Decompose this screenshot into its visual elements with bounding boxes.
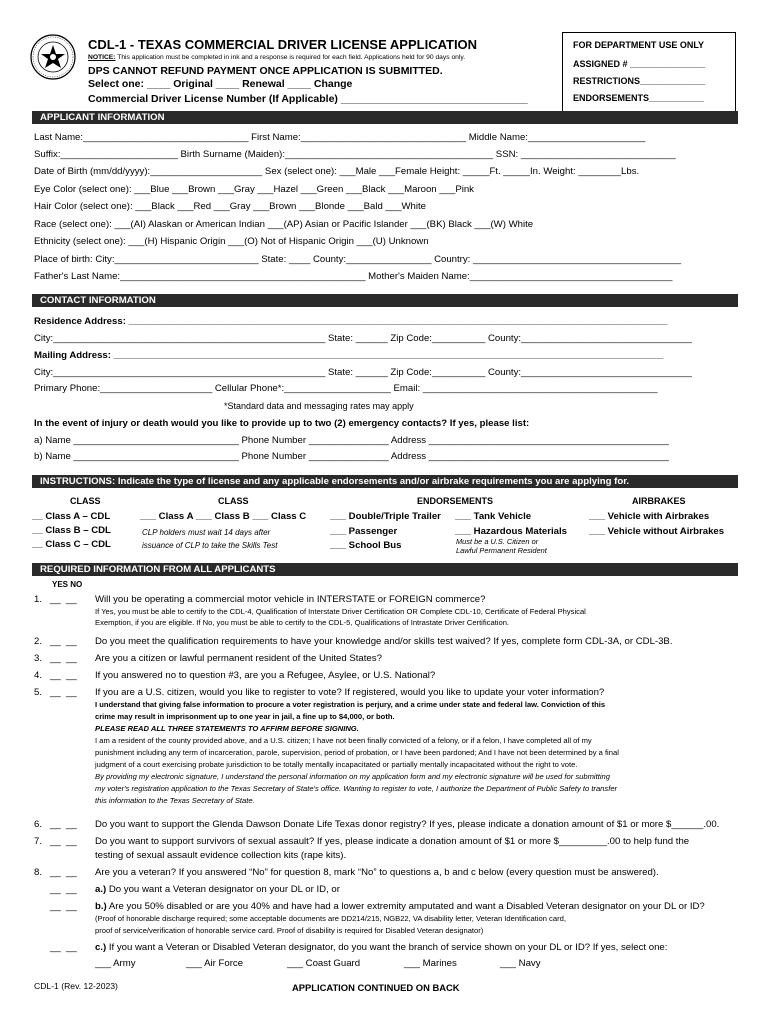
- clp-note-2: issuance of CLP to take the Skills Test: [142, 541, 278, 550]
- q1-subtext-1: If Yes, you must be able to certify to the CDL-4, Qualification of Interstate Driver Certification OR Complete CDL-10, Certificate of Federal Physical: [95, 607, 586, 616]
- mailing-city-line[interactable]: City:___________________________________________________ State: ______ Zip Code:__________ County:________________________________: [34, 367, 692, 378]
- q8b-proof-1: (Proof of honorable discharge required; some acceptable documents are DD214/215, NGB22, VA disability letter, Veteran Identification card,: [95, 914, 566, 923]
- class-c-option[interactable]: __ Class C – CDL: [32, 539, 111, 550]
- residence-address-field[interactable]: Residence Address: _____________________________________________________________________________________________________: [34, 316, 668, 327]
- hair-color-line[interactable]: Hair Color (select one): ___Black ___Red ___Gray ___Brown ___Blonde ___Bald ___White: [34, 201, 426, 212]
- q4-text: If you answered no to question #3, are you a Refugee, Asylee, or U.S. National?: [95, 670, 436, 681]
- suffix-line[interactable]: Suffix:______________________ Birth Surname (Maiden):_______________________________________ SSN: _____________________________: [34, 149, 676, 160]
- instructions-bar: INSTRUCTIONS: Indicate the type of license and any applicable endorsements and/or airbrake requirements you are applying for.: [32, 475, 738, 488]
- mailing-address-field[interactable]: Mailing Address: _______________________________________________________________________________________________________: [34, 350, 664, 361]
- refund-notice: DPS CANNOT REFUND PAYMENT ONCE APPLICATION IS SUBMITTED.: [88, 65, 443, 77]
- q8-text: Are you a veteran? If you answered “No” for question 8, mark “No” to questions a, b and c below (every question must be answered).: [95, 867, 659, 878]
- vehicle-with-airbrakes-option[interactable]: ___ Vehicle with Airbrakes: [589, 511, 710, 522]
- q7-text[interactable]: Do you want to support survivors of sexual assault? If yes, please indicate a donation amount of $1 or more $_________.00 to help fund the: [95, 836, 690, 847]
- branch-navy[interactable]: ___ Navy: [500, 958, 541, 969]
- q6-text[interactable]: Do you want to support the Glenda Dawson Donate Life Texas donor registry? If yes, please indicate a donation amount of $1 or more $______.00.: [95, 819, 720, 830]
- q5-esign-2: my voter's registration application to the Texas Secretary of State's office. Wanting to register to vote, I authorize the Department of Public Safety to transfer: [95, 784, 618, 793]
- class-a-option[interactable]: __ Class A – CDL: [32, 511, 111, 522]
- q2-text: Do you meet the qualification requirements to have your knowledge and/or skills test waived? If yes, complete form CDL-3A, or CDL-3B.: [95, 636, 673, 647]
- q6-number: 6.: [34, 819, 43, 830]
- q5-esign-3: this information to the Texas Secretary of State.: [95, 796, 255, 805]
- place-of-birth-line[interactable]: Place of birth: City:___________________________ State: ____ County:________________ Country: _______________________________________: [34, 254, 682, 265]
- q4-answer-blanks[interactable]: __ __: [50, 670, 77, 681]
- restrictions-field: RESTRICTIONS_____________: [573, 76, 706, 86]
- q1-subtext-2: Exemption, if you are eligible. If No, you must be able to certify to the CDL-5, Qualifications of Intrastate Driver Certification.: [95, 618, 510, 627]
- q8b-text: Are you 50% disabled or are you 40% and have had a lower extremity amputated and want a Disabled Veteran designator on your DL or ID?: [108, 901, 705, 912]
- q8b-proof-2: proof of service/verification of honorable service card. Proof of disability is required for Disabled Veteran designator): [95, 926, 484, 935]
- vehicle-without-airbrakes-option[interactable]: ___ Vehicle without Airbrakes: [589, 526, 725, 537]
- q7-answer-blanks[interactable]: __ __: [50, 836, 77, 847]
- q8-answer-blanks[interactable]: __ __: [50, 867, 77, 878]
- phones-line[interactable]: Primary Phone:_____________________ Cellular Phone*:____________________ Email: ____________________________________________: [34, 383, 658, 394]
- q8a-text: Do you want a Veteran designator on your DL or ID, or: [108, 884, 340, 895]
- endorsements-field: ENDORSEMENTS___________: [573, 93, 705, 103]
- q5-statement-1: I am a resident of the county provided above, and a U.S. citizen; I have not been finally convicted of a felony, or if a felon, I have completed all of my: [95, 736, 592, 745]
- clp-note-1: CLP holders must wait 14 days after: [142, 528, 271, 537]
- q3-number: 3.: [34, 653, 43, 664]
- assigned-field: ASSIGNED # _______________: [573, 59, 706, 69]
- eye-color-line[interactable]: Eye Color (select one): ___Blue ___Brown ___Gray ___Hazel ___Green ___Black ___Maroon ___Pink: [34, 184, 474, 195]
- select-type-field[interactable]: Select one: ____ Original ____ Renewal ____ Change: [88, 78, 353, 90]
- q3-answer-blanks[interactable]: __ __: [50, 653, 77, 664]
- hazardous-materials-option[interactable]: ___ Hazardous Materials: [455, 526, 567, 537]
- branch-army[interactable]: ___ Army: [95, 958, 136, 969]
- q2-answer-blanks[interactable]: __ __: [50, 636, 77, 647]
- q8b-label: b.): [95, 901, 107, 912]
- endorsements-header: ENDORSEMENTS: [417, 496, 494, 506]
- q2-number: 2.: [34, 636, 43, 647]
- emergency-question: In the event of injury or death would you like to provide up to two (2) emergency contacts? If yes, please list:: [34, 418, 530, 429]
- cdl-number-field[interactable]: Commercial Driver License Number (If Applicable) ________________________________: [88, 93, 528, 105]
- q5-statement-3: judgment of a court exercising probate jurisdiction to be totally mentally incapacitated or partially mentally incapacitated without the right to vote.: [95, 760, 578, 769]
- contact-information-bar: CONTACT INFORMATION: [32, 294, 738, 307]
- clp-class-options[interactable]: ___ Class A ___ Class B ___ Class C: [140, 511, 307, 522]
- residence-city-line[interactable]: City:___________________________________________________ State: ______ Zip Code:__________ County:________________________________: [34, 333, 692, 344]
- continued-on-back: APPLICATION CONTINUED ON BACK: [292, 982, 460, 993]
- q5-answer-blanks[interactable]: __ __: [50, 687, 77, 698]
- q7-number: 7.: [34, 836, 43, 847]
- name-line[interactable]: Last Name:_______________________________ First Name:_______________________________ Middle Name:______________________: [34, 132, 646, 143]
- dept-title: FOR DEPARTMENT USE ONLY: [573, 40, 705, 50]
- standard-rates-note: *Standard data and messaging rates may apply: [224, 401, 414, 411]
- form-revision: CDL-1 (Rev. 12-2023): [34, 981, 118, 991]
- required-information-bar: REQUIRED INFORMATION FROM ALL APPLICANTS: [32, 563, 738, 576]
- notice-label: NOTICE:: [88, 54, 116, 61]
- q5-text: If you are a U.S. citizen, would you like to register to vote? If registered, would you like to update your voter information?: [95, 687, 605, 698]
- q7-text-continued: testing of sexual assault evidence collection kits (rape kits).: [95, 850, 347, 861]
- dob-sex-line[interactable]: Date of Birth (mm/dd/yyyy):_____________________ Sex (select one): ___Male ___Female Height: _____Ft. _____In. Weight: ________Lbs.: [34, 166, 640, 177]
- q8c-label: c.): [95, 942, 107, 953]
- branch-marines[interactable]: ___ Marines: [404, 958, 457, 969]
- q8a-answer-blanks[interactable]: __ __: [50, 884, 77, 895]
- passenger-option[interactable]: ___ Passenger: [330, 526, 398, 537]
- branch-air-force[interactable]: ___ Air Force: [186, 958, 244, 969]
- clp-class-header: CLASS: [218, 496, 249, 506]
- q1-text: Will you be operating a commercial motor vehicle in INTERSTATE or FOREIGN commerce?: [95, 594, 486, 605]
- q8-number: 8.: [34, 867, 43, 878]
- q5-perjury-warning-1: I understand that giving false information to procure a voter registration is perjury, and a crime under state and federal law. Conviction of this: [95, 700, 606, 709]
- yes-no-header: YES NO: [52, 580, 83, 589]
- q5-esign-1: By providing my electronic signature, I understand the personal information on my application form and my electronic signature will be used for submitting: [95, 772, 610, 781]
- q8a-label: a.): [95, 884, 107, 895]
- class-b-option[interactable]: __ Class B – CDL: [32, 525, 111, 536]
- airbrakes-header: AIRBRAKES: [632, 496, 686, 506]
- applicant-information-bar: APPLICANT INFORMATION: [32, 111, 738, 124]
- branch-coast-guard[interactable]: ___ Coast Guard: [287, 958, 361, 969]
- notice-text: This application must be completed in ink and a response is required for each field. Applications held for 90 days only.: [117, 54, 466, 61]
- texas-dps-seal: [30, 34, 76, 80]
- q5-statement-2: punishment including any term of incarceration, parole, supervision, period of probation, or I have been pardoned; And I have not been determined by a final: [95, 748, 619, 757]
- q3-text: Are you a citizen or lawful permanent resident of the United States?: [95, 653, 382, 664]
- form-title: CDL-1 - TEXAS COMMERCIAL DRIVER LICENSE APPLICATION: [88, 37, 478, 52]
- department-use-box: [562, 32, 736, 112]
- race-line[interactable]: Race (select one): ___(AI) Alaskan or American Indian ___(AP) Asian or Pacific Islander ___(BK) Black ___(W) White: [34, 219, 534, 230]
- q8c-answer-blanks[interactable]: __ __: [50, 942, 77, 953]
- q5-read-statements: PLEASE READ ALL THREE STATEMENTS TO AFFIRM BEFORE SIGNING.: [95, 724, 359, 733]
- hazmat-note-1: Must be a U.S. Citizen or: [456, 537, 539, 546]
- q5-perjury-warning-2: crime may result in imprisonment up to one year in jail, a fine up to $4,000, or both.: [95, 712, 395, 721]
- q8b-item: [95, 901, 705, 912]
- q8c-text: If you want a Veteran or Disabled Veteran designator, do you want the branch of service shown on your DL or ID? If yes, select one:: [108, 942, 668, 953]
- q8c-item: [95, 942, 667, 953]
- q4-number: 4.: [34, 670, 43, 681]
- q5-number: 5.: [34, 687, 43, 698]
- notice: [88, 54, 465, 61]
- hazmat-note-2: Lawful Permanent Resident: [456, 546, 547, 555]
- double-triple-trailer-option[interactable]: ___ Double/Triple Trailer: [330, 511, 441, 522]
- school-bus-option[interactable]: ___ School Bus: [330, 540, 402, 551]
- class-header: CLASS: [70, 496, 101, 506]
- emergency-contact-b[interactable]: b) Name _______________________________ Phone Number _______________ Address _____________________________________________: [34, 451, 669, 462]
- q1-number: 1.: [34, 594, 43, 605]
- emergency-contact-a[interactable]: a) Name _______________________________ Phone Number _______________ Address _____________________________________________: [34, 435, 669, 446]
- q8b-answer-blanks[interactable]: __ __: [50, 901, 77, 912]
- q6-answer-blanks[interactable]: __ __: [50, 819, 77, 830]
- q8a-item: [95, 884, 340, 895]
- parents-names-line[interactable]: Father's Last Name:______________________________________________ Mother's Maiden Name:______________________________________: [34, 271, 673, 282]
- q1-answer-blanks[interactable]: __ __: [50, 594, 77, 605]
- ethnicity-line[interactable]: Ethnicity (select one): ___(H) Hispanic Origin ___(O) Not of Hispanic Origin ___(U) Unknown: [34, 236, 429, 247]
- tank-vehicle-option[interactable]: ___ Tank Vehicle: [455, 511, 532, 522]
